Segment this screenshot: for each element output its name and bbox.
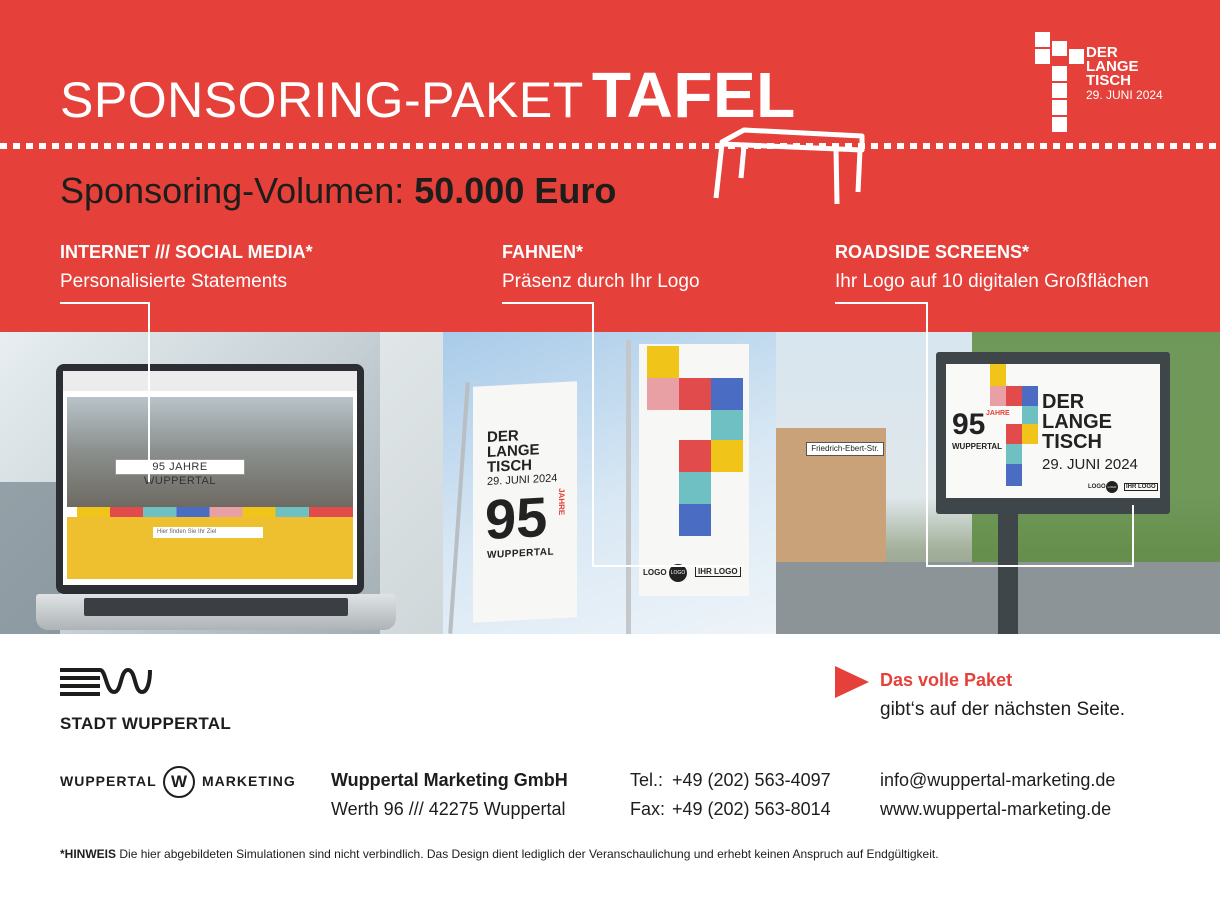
disclaimer-note: *HINWEIS Die hier abgebildeten Simulationen sind nicht verbindlich. Das Design dient lediglich der Veranschaulichung und erhebt keinen Anspruch auf Endgültigkeit. [60, 847, 939, 861]
cta-title: Das volle Paket [880, 670, 1013, 690]
laptop-keyboard [36, 594, 396, 630]
connector-line-roadside [835, 302, 928, 567]
connector-line-internet [60, 302, 150, 482]
flag-right: LOGO LOGO IHR LOGO [639, 344, 749, 596]
arrow-right-icon [835, 666, 869, 698]
column-heading-internet: INTERNET /// SOCIAL MEDIA* [60, 242, 313, 262]
cta-text: gibt‘s auf der nächsten Seite. [880, 699, 1126, 720]
street-sign: Friedrich-Ebert-Str. [806, 442, 884, 456]
connector-line-fahnen [502, 302, 594, 567]
fax-label: Fax: [630, 799, 666, 819]
flag-left: DER LANGE TISCH 29. JUNI 2024 95 JAHRE WUPPERTAL [473, 381, 577, 622]
laptop-search-field: Hier finden Sie Ihr Ziel [153, 527, 263, 538]
billboard-screen: 95 JAHRE WUPPERTAL DER LANGE TISCH 29. JUNI 2024 LOGO LOGO IHR LOGO [936, 352, 1170, 514]
laptop-banner-text: 95 JAHRE WUPPERTAL [115, 459, 245, 475]
website-link[interactable]: www.wuppertal-marketing.de [880, 799, 1112, 819]
column-sub-internet: Personalisierte Statements [60, 271, 288, 292]
stadt-wuppertal-logo-icon [60, 666, 152, 696]
billboard-post [998, 514, 1018, 634]
page-title: SPONSORING-PAKET TAFEL [60, 59, 796, 131]
fax-number: +49 (202) 563-8014 [672, 799, 831, 819]
der-lange-tisch-logo: DER LANGE TISCH 29. JUNI 2024 [1034, 30, 1184, 134]
company-name: Wuppertal Marketing GmbH [331, 770, 568, 790]
w-circle-icon: W [163, 766, 195, 798]
company-address: Werth 96 /// 42275 Wuppertal [331, 799, 566, 819]
column-heading-roadside: ROADSIDE SCREENS* [835, 242, 1030, 262]
photo-flags [443, 332, 776, 634]
column-sub-roadside: Ihr Logo auf 10 digitalen Großflächen [835, 271, 1149, 292]
sponsoring-volume: Sponsoring-Volumen: 50.000 Euro [60, 170, 617, 211]
column-heading-fahnen: FAHNEN* [502, 242, 584, 262]
phone-label: Tel.: [630, 770, 664, 790]
column-sub-fahnen: Präsenz durch Ihr Logo [502, 271, 700, 292]
phone-number[interactable]: +49 (202) 563-4097 [672, 770, 831, 790]
table-icon [708, 126, 868, 212]
dotted-divider [0, 143, 1220, 149]
stadt-wuppertal-name: STADT WUPPERTAL [60, 714, 232, 733]
email-link[interactable]: info@wuppertal-marketing.de [880, 770, 1116, 790]
wuppertal-marketing-logo: WUPPERTAL W MARKETING [60, 766, 300, 798]
